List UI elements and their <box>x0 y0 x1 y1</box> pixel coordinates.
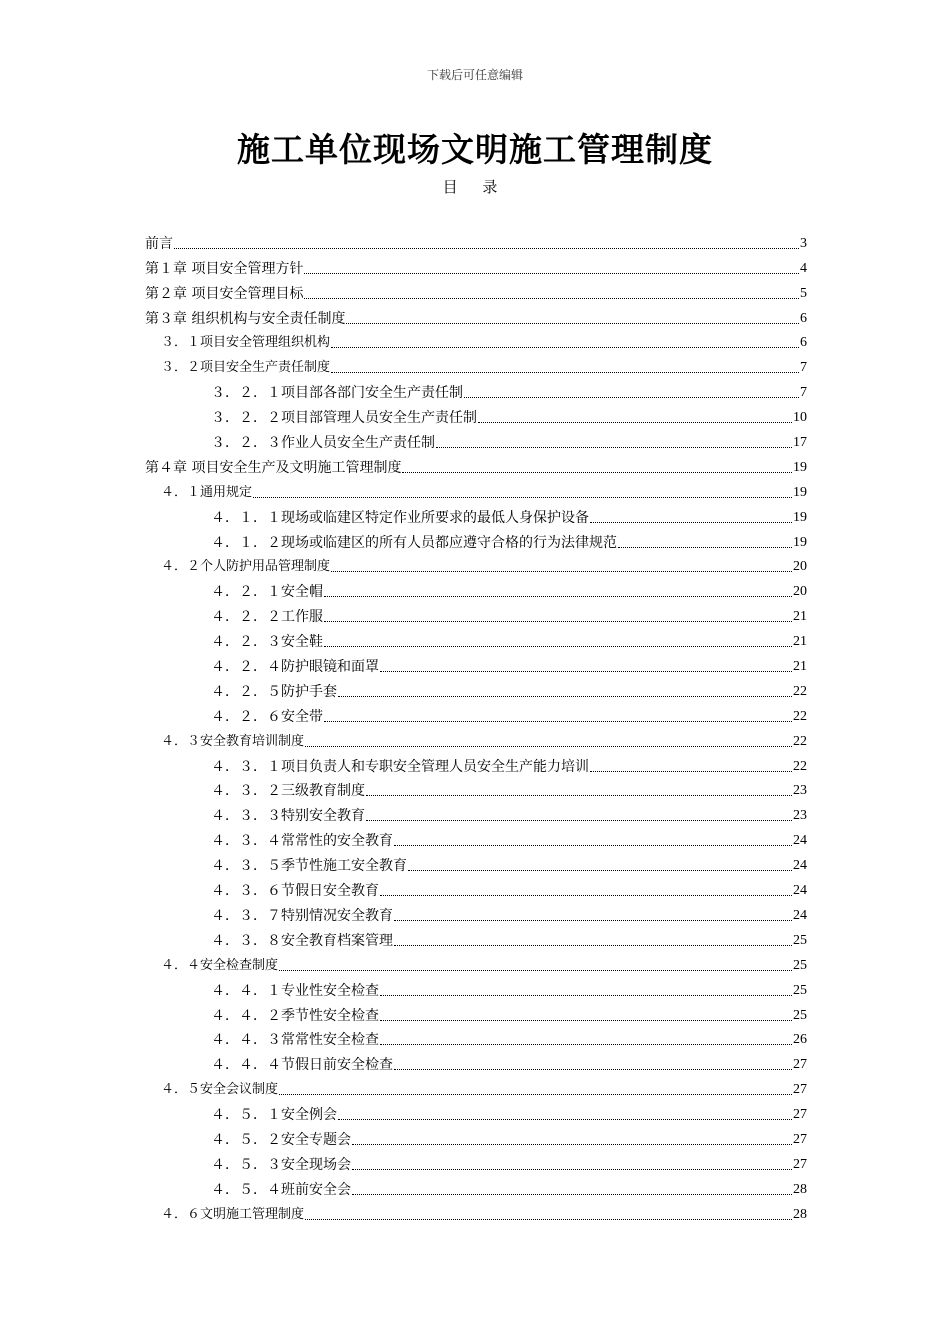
toc-entry-page: 22 <box>793 708 807 724</box>
toc-entry-page: 22 <box>793 758 807 774</box>
toc-leader-dots <box>394 845 792 846</box>
toc-entry[interactable] <box>145 625 807 650</box>
toc-entry[interactable] <box>145 526 807 551</box>
toc-entry-page: 24 <box>793 858 807 874</box>
toc-entry-page: 7 <box>800 385 807 401</box>
toc-leader-dots <box>380 671 792 672</box>
toc-entry-page: 27 <box>793 1156 807 1172</box>
toc-entry[interactable] <box>145 675 807 700</box>
toc-entry-label: 第２章 项目安全管理目标 <box>145 285 304 302</box>
toc-leader-dots <box>331 347 799 348</box>
toc-entry-label: ４．２个人防护用品管理制度 <box>161 559 331 575</box>
toc-heading: 目 录 <box>442 178 508 196</box>
toc-leader-dots <box>279 1094 792 1095</box>
toc-entry[interactable] <box>145 1148 807 1173</box>
toc-leader-dots <box>346 323 799 324</box>
toc-entry-label: ４．５．２安全专题会 <box>211 1131 351 1148</box>
toc-entry-page: 23 <box>793 808 807 824</box>
toc-entry-page: 24 <box>793 833 807 849</box>
toc-entry-page: 27 <box>793 1057 807 1073</box>
toc-entry-label: ４．４．３常常性安全检查 <box>211 1032 379 1049</box>
toc-entry-label: ４．４．１专业性安全检查 <box>211 982 379 999</box>
toc-entry[interactable] <box>145 1073 807 1098</box>
toc-entry-label: ４．５．４班前安全会 <box>211 1181 351 1198</box>
toc-entry[interactable] <box>145 849 807 874</box>
toc-leader-dots <box>380 895 792 896</box>
toc-leader-dots <box>279 970 792 971</box>
toc-leader-dots <box>590 771 792 772</box>
toc-entry-label: ４．１通用规定 <box>161 484 253 500</box>
toc-leader-dots <box>590 522 792 523</box>
toc-entry[interactable] <box>145 451 807 476</box>
toc-entry-page: 7 <box>800 360 807 376</box>
toc-entry-page: 25 <box>793 932 807 948</box>
toc-entry-label: ３．１项目安全管理组织机构 <box>161 335 331 351</box>
toc-leader-dots <box>380 1044 792 1045</box>
toc-entry[interactable] <box>145 227 807 252</box>
toc-entry-label: ４．１．２现场或临建区的所有人员都应遵守合格的行为法律规范 <box>211 534 617 551</box>
toc-entry-label: ４．３．３特别安全教育 <box>211 808 365 825</box>
toc-leader-dots <box>352 1169 792 1170</box>
toc-leader-dots <box>331 571 792 572</box>
toc-entry-page: 10 <box>793 410 807 426</box>
toc-entry-label: ４．３．８安全教育档案管理 <box>211 932 393 949</box>
toc-entry-label: ４．４．２季节性安全检查 <box>211 1007 379 1024</box>
toc-entry-label: ３．２．３作业人员安全生产责任制 <box>211 435 435 452</box>
toc-entry-label: ３．２项目安全生产责任制度 <box>161 360 331 376</box>
toc-entry-label: ４．２．６安全带 <box>211 708 323 725</box>
toc-entry-page: 19 <box>793 509 807 525</box>
toc-leader-dots <box>394 920 792 921</box>
toc-leader-dots <box>394 945 792 946</box>
toc-entry-label: ４．４安全检查制度 <box>161 957 279 973</box>
toc-entry[interactable] <box>145 874 807 899</box>
toc-entry-page: 21 <box>793 659 807 675</box>
toc-entry-page: 21 <box>793 609 807 625</box>
toc-entry[interactable] <box>145 252 807 277</box>
toc-entry-page: 19 <box>793 459 807 475</box>
toc-leader-dots <box>324 646 792 647</box>
toc-entry-label: ４．３．２三级教育制度 <box>211 783 365 800</box>
toc-entry-label: ４．６文明施工管理制度 <box>161 1206 305 1222</box>
toc-entry-page: 3 <box>800 235 807 251</box>
document-title: 施工单位现场文明施工管理制度 <box>237 130 713 169</box>
toc-entry-label: ４．２．４防护眼镜和面罩 <box>211 659 379 676</box>
toc-leader-dots <box>478 422 792 423</box>
toc-entry[interactable] <box>145 949 807 974</box>
toc-entry-label: ４．３．７特别情况安全教育 <box>211 907 393 924</box>
toc-leader-dots <box>618 547 792 548</box>
toc-entry[interactable] <box>145 725 807 750</box>
toc-entry[interactable] <box>145 899 807 924</box>
toc-entry[interactable] <box>145 501 807 526</box>
toc-entry-label: 第４章 项目安全生产及文明施工管理制度 <box>145 459 402 476</box>
toc-entry-label: ４．２．３安全鞋 <box>211 634 323 651</box>
toc-entry[interactable] <box>145 351 807 376</box>
header-note: 下载后可任意编辑 <box>426 68 523 82</box>
table-of-contents <box>145 227 807 1223</box>
toc-leader-dots <box>352 1194 792 1195</box>
toc-leader-dots <box>338 696 792 697</box>
toc-entry-label: ４．５．１安全例会 <box>211 1107 337 1124</box>
toc-entry[interactable] <box>145 924 807 949</box>
toc-entry-page: 27 <box>793 1082 807 1098</box>
toc-entry[interactable] <box>145 551 807 576</box>
toc-entry[interactable] <box>145 999 807 1024</box>
toc-entry-label: ４．５安全会议制度 <box>161 1082 279 1098</box>
toc-entry[interactable] <box>145 1024 807 1049</box>
toc-entry[interactable] <box>145 1173 807 1198</box>
toc-entry-page: 6 <box>800 335 807 351</box>
toc-leader-dots <box>408 870 792 871</box>
toc-entry-label: ４．２．１安全帽 <box>211 584 323 601</box>
toc-leader-dots <box>380 995 792 996</box>
toc-entry[interactable] <box>145 277 807 302</box>
toc-entry-page: 22 <box>793 733 807 749</box>
toc-entry[interactable] <box>145 426 807 451</box>
toc-leader-dots <box>380 1020 792 1021</box>
toc-entry-page: 5 <box>800 285 807 301</box>
toc-leader-dots <box>464 397 799 398</box>
toc-entry-label: ４．２．２工作服 <box>211 609 323 626</box>
toc-entry[interactable] <box>145 700 807 725</box>
toc-entry-label: 前言 <box>145 235 173 252</box>
toc-entry-page: 25 <box>793 1007 807 1023</box>
toc-entry-page: 17 <box>793 435 807 451</box>
toc-entry-page: 28 <box>793 1181 807 1197</box>
toc-entry[interactable] <box>145 824 807 849</box>
toc-leader-dots <box>324 596 792 597</box>
toc-entry-label: ４．３．５季节性施工安全教育 <box>211 858 407 875</box>
toc-leader-dots <box>366 820 792 821</box>
toc-entry-label: ４．１．１现场或临建区特定作业所要求的最低人身保护设备 <box>211 509 589 526</box>
toc-leader-dots <box>253 497 792 498</box>
toc-entry-page: 23 <box>793 783 807 799</box>
toc-leader-dots <box>304 273 799 274</box>
toc-entry-label: 第３章 组织机构与安全责任制度 <box>145 310 346 327</box>
toc-entry[interactable] <box>145 750 807 775</box>
toc-entry[interactable] <box>145 775 807 800</box>
toc-entry-label: ４．４．４节假日前安全检查 <box>211 1057 393 1074</box>
toc-entry-label: ４．３．１项目负责人和专职安全管理人员安全生产能力培训 <box>211 758 589 775</box>
toc-leader-dots <box>324 721 792 722</box>
toc-entry-page: 25 <box>793 982 807 998</box>
toc-entry-page: 4 <box>800 260 807 276</box>
toc-entry-page: 25 <box>793 957 807 973</box>
toc-leader-dots <box>366 795 792 796</box>
toc-entry[interactable] <box>145 974 807 999</box>
toc-entry[interactable] <box>145 327 807 352</box>
toc-leader-dots <box>436 447 792 448</box>
toc-entry-page: 27 <box>793 1131 807 1147</box>
toc-entry-label: ４．５．３安全现场会 <box>211 1156 351 1173</box>
toc-leader-dots <box>174 248 799 249</box>
toc-entry[interactable] <box>145 575 807 600</box>
toc-leader-dots <box>402 472 792 473</box>
toc-entry[interactable] <box>145 600 807 625</box>
toc-entry-page: 6 <box>800 310 807 326</box>
toc-entry-label: ４．３安全教育培训制度 <box>161 733 305 749</box>
toc-entry-page: 19 <box>793 484 807 500</box>
toc-entry-page: 24 <box>793 883 807 899</box>
toc-entry-page: 22 <box>793 683 807 699</box>
toc-entry[interactable] <box>145 376 807 401</box>
toc-entry-label: 第１章 项目安全管理方针 <box>145 260 304 277</box>
toc-entry-page: 20 <box>793 584 807 600</box>
toc-entry-page: 27 <box>793 1107 807 1123</box>
toc-leader-dots <box>324 621 792 622</box>
toc-leader-dots <box>305 1219 792 1220</box>
toc-entry-label: ４．３．４常常性的安全教育 <box>211 833 393 850</box>
toc-entry-page: 20 <box>793 559 807 575</box>
toc-leader-dots <box>394 1069 792 1070</box>
toc-entry[interactable] <box>145 476 807 501</box>
toc-entry-page: 26 <box>793 1032 807 1048</box>
toc-leader-dots <box>338 1119 792 1120</box>
toc-entry[interactable] <box>145 1048 807 1073</box>
toc-entry[interactable] <box>145 302 807 327</box>
toc-entry-label: ３．２．２项目部管理人员安全生产责任制 <box>211 410 477 427</box>
toc-entry[interactable] <box>145 1198 807 1223</box>
toc-entry-label: ４．３．６节假日安全教育 <box>211 883 379 900</box>
toc-entry-page: 28 <box>793 1206 807 1222</box>
toc-entry-page: 19 <box>793 534 807 550</box>
toc-entry-page: 21 <box>793 634 807 650</box>
toc-entry[interactable] <box>145 1098 807 1123</box>
toc-leader-dots <box>304 298 799 299</box>
toc-entry-label: ４．２．５防护手套 <box>211 683 337 700</box>
toc-leader-dots <box>305 746 792 747</box>
toc-entry[interactable] <box>145 1123 807 1148</box>
toc-leader-dots <box>331 372 799 373</box>
toc-entry[interactable] <box>145 401 807 426</box>
toc-entry[interactable] <box>145 799 807 824</box>
toc-entry-page: 24 <box>793 907 807 923</box>
toc-leader-dots <box>352 1144 792 1145</box>
toc-entry-label: ３．２．１项目部各部门安全生产责任制 <box>211 385 463 402</box>
toc-entry[interactable] <box>145 650 807 675</box>
